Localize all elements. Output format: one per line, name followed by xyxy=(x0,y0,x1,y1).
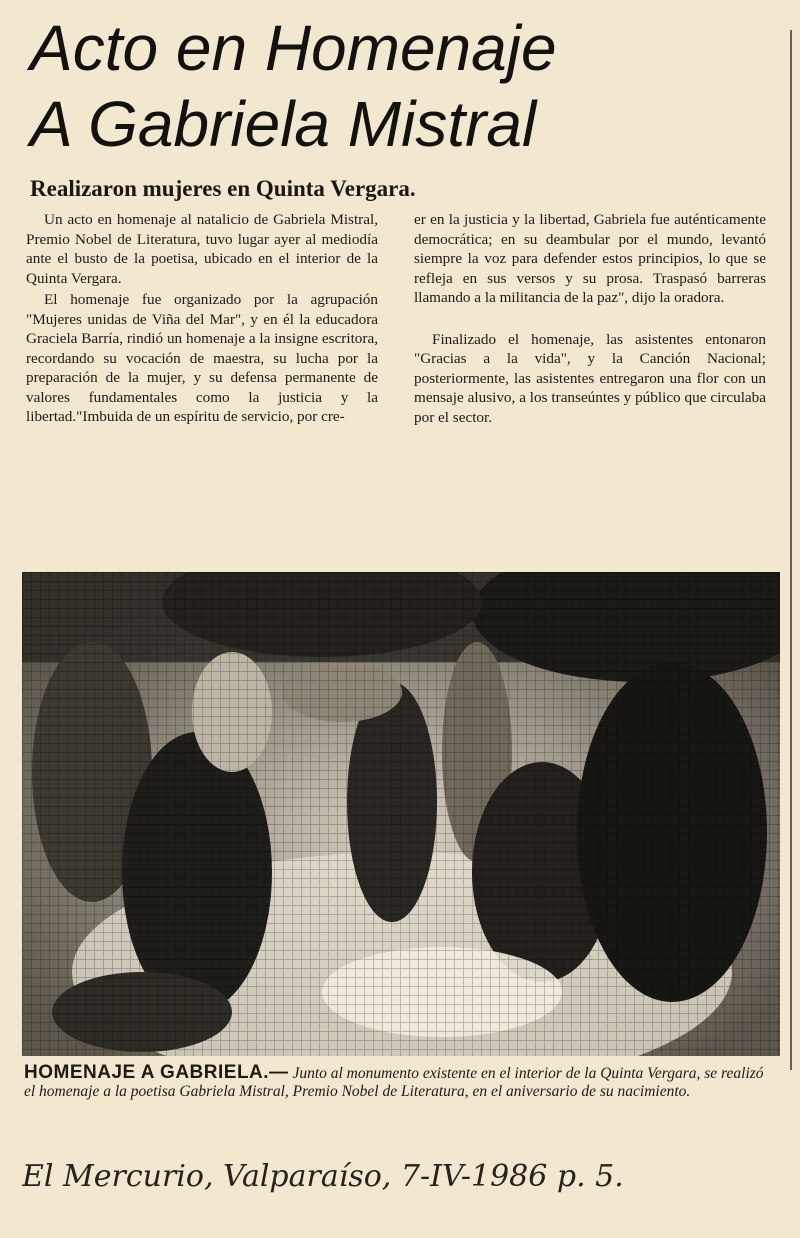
handwritten-source-note xyxy=(22,1150,762,1200)
paragraph: er en la justicia y la libertad, Gabriela fue auténticamente democrática; en su deambular por el mundo, levantó siempre la voz para defender estos principios, lo que se refleja en sus versos y su prosa. Traspasó barreras llamando a la militancia de la paz", dijo la oradora. xyxy=(414,211,766,306)
headline xyxy=(30,10,670,162)
caption-lead: HOMENAJE A GABRIELA.— xyxy=(24,1062,289,1083)
paragraph: Finalizado el homenaje, las asistentes entonaron "Gracias a la vida", y la Canción Nacional; posteriormente, las asistentes entregaron una flor con un mensaje alusivo, a los transeúntes y público que circulaba por el sector. xyxy=(414,330,766,426)
edge-rule xyxy=(790,30,792,1070)
headline-line-1: Acto en Homenaje xyxy=(30,12,557,84)
source-note-text: El Mercurio, Valparaíso, 7-IV-1986 p. 5. xyxy=(22,1159,624,1194)
caption-text: Junto al monumento existente en el interior de la Quinta Vergara, se realizó el homenaje a la poetisa Gabriela Mistral, Premio Nobel de Literatura, en el aniversario de su nacimiento. xyxy=(24,1065,764,1100)
article-column-left xyxy=(26,210,378,427)
headline-line-2: A Gabriela Mistral xyxy=(30,88,537,160)
paragraph: El homenaje fue organizado por la agrupación "Mujeres unidas de Viña del Mar", y en él la educadora Graciela Barría, rindió un homenaje a la insigne escritora, recordando su vocación de maestra, su lucha por la preparación de la mujer, y su defensa permanente de valores fundamentales como la justicia y la libertad."Imbuida de un espíritu de servicio, por cre- xyxy=(26,291,378,425)
paragraph: Un acto en homenaje al natalicio de Gabriela Mistral, Premio Nobel de Literatura, tuvo lugar ayer al mediodía ante el busto de la poetisa, ubicado en el interior de la Quinta Vergara. xyxy=(26,211,378,287)
news-photo xyxy=(22,572,780,1056)
photo-caption xyxy=(24,1064,774,1101)
crowd-photo-image xyxy=(22,572,780,1056)
article-column-right xyxy=(414,210,766,427)
subheadline: Realizaron mujeres en Quinta Vergara. xyxy=(30,176,416,201)
